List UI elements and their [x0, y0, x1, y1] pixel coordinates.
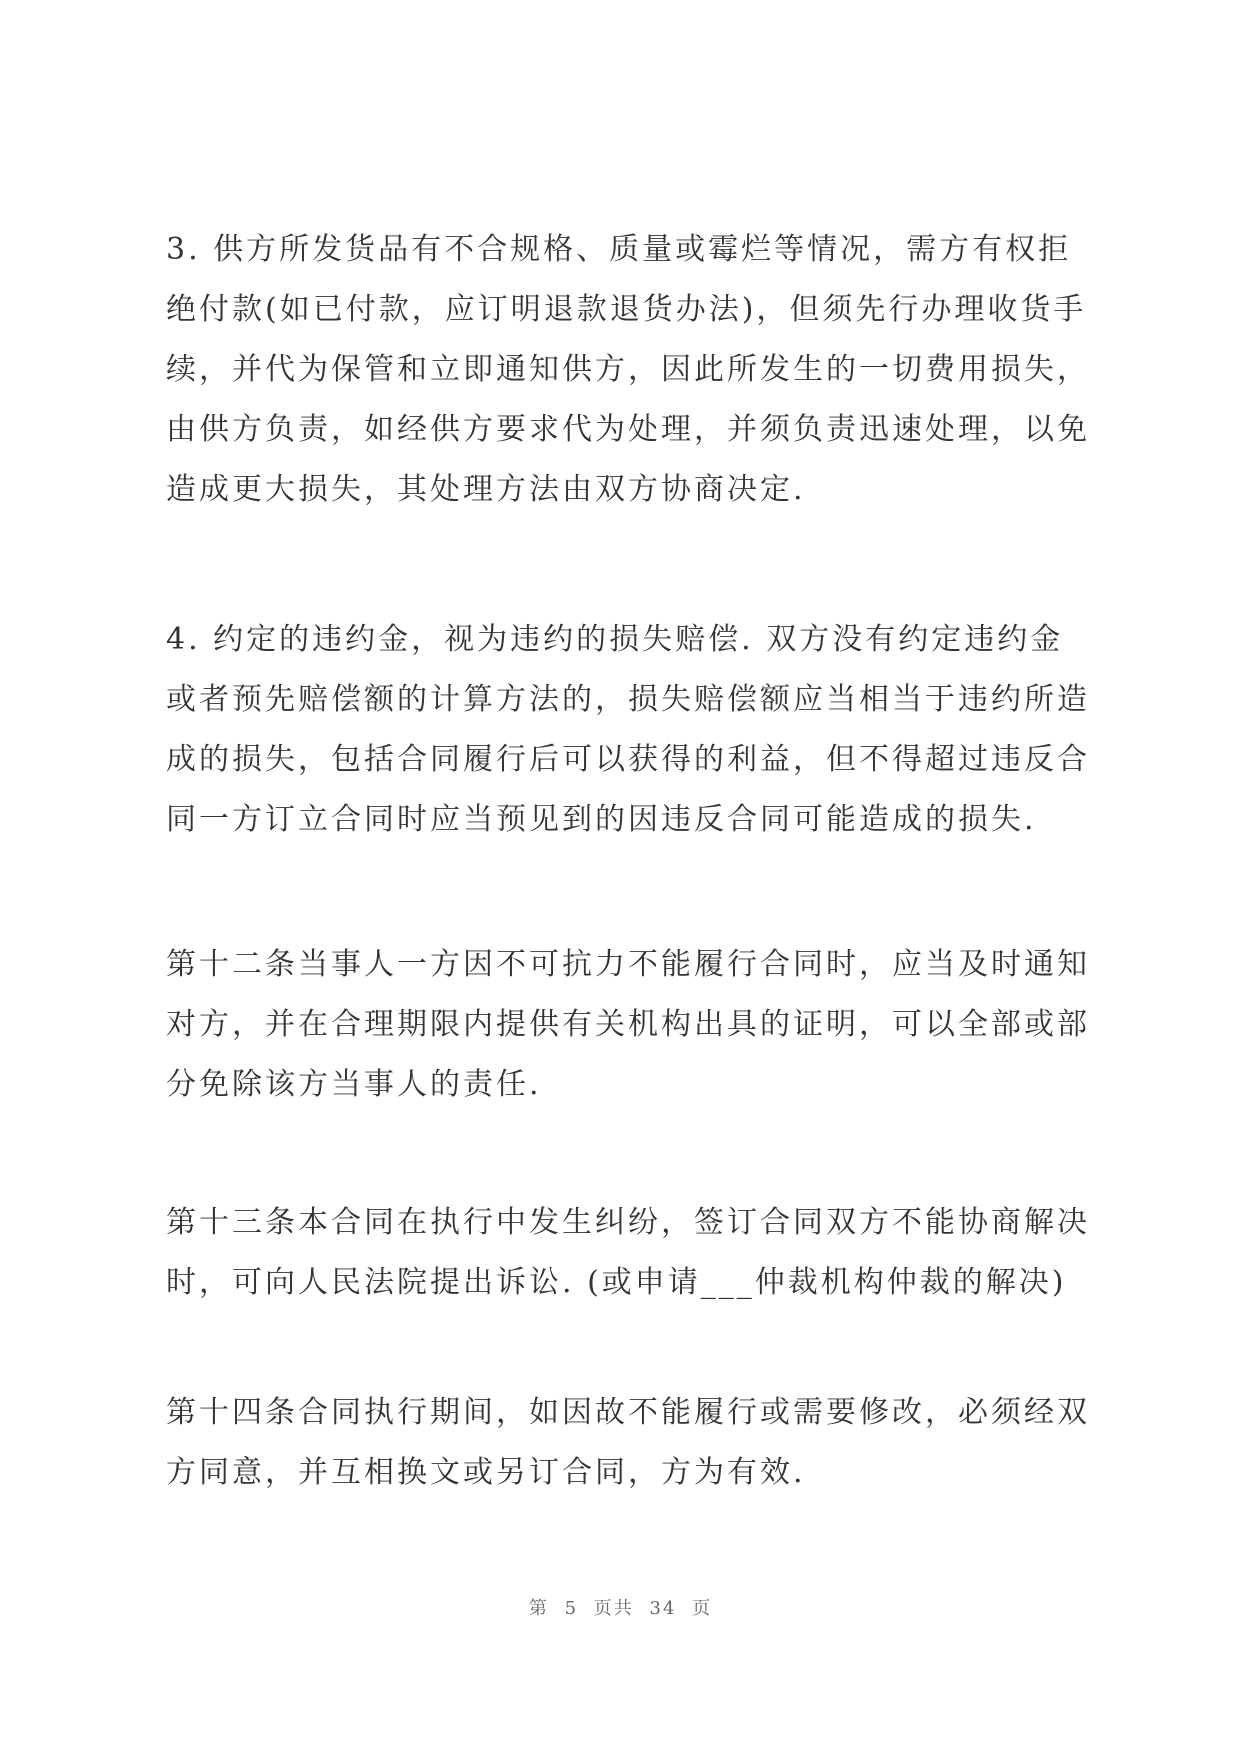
text-line: 续，并代为保管和立即通知供方，因此所发生的一切费用损失，: [166, 352, 1090, 387]
total-page-count: 34: [649, 1598, 677, 1619]
text-line: 4. 约定的违约金，视为违约的损失赔偿. 双方没有约定违约金: [166, 622, 1064, 657]
text-line: 分免除该方当事人的责任.: [166, 1067, 542, 1102]
text-line: 3. 供方所发货品有不合规格、质量或霉烂等情况，需方有权拒: [166, 232, 1072, 267]
text-line: 时，可向人民法院提出诉讼. (或申请___仲裁机构仲裁的解决): [166, 1265, 1067, 1300]
text-line: 成的损失，包括合同履行后可以获得的利益，但不得超过违反合: [166, 742, 1090, 777]
text-line: 方同意，并互相换文或另订合同，方为有效.: [166, 1455, 806, 1490]
text-line: 对方，并在合理期限内提供有关机构出具的证明，可以全部或部: [166, 1007, 1090, 1042]
text-line: 由供方负责，如经供方要求代为处理，并须负责迅速处理，以免: [166, 412, 1090, 447]
current-page-number: 5: [564, 1598, 579, 1619]
text-line: 或者预先赔偿额的计算方法的，损失赔偿额应当相当于违约所造: [166, 682, 1090, 717]
text-line: 绝付款(如已付款，应订明退款退货办法)，但须先行办理收货手: [166, 292, 1087, 327]
text-line: 第十三条本合同在执行中发生纠纷，签订合同双方不能协商解决: [166, 1205, 1090, 1240]
text-line: 第十四条合同执行期间，如因故不能履行或需要修改，必须经双: [166, 1395, 1090, 1430]
page-footer: [0, 1594, 1241, 1620]
footer-suffix: 页: [692, 1598, 713, 1619]
footer-middle: 页共: [593, 1598, 634, 1619]
text-line: 第十二条当事人一方因不可抗力不能履行合同时，应当及时通知: [166, 947, 1090, 982]
text-line: 同一方订立合同时应当预见到的因违反合同可能造成的损失.: [166, 802, 1037, 837]
footer-prefix: 第: [528, 1598, 549, 1619]
text-line: 造成更大损失，其处理方法由双方协商决定.: [166, 472, 806, 507]
